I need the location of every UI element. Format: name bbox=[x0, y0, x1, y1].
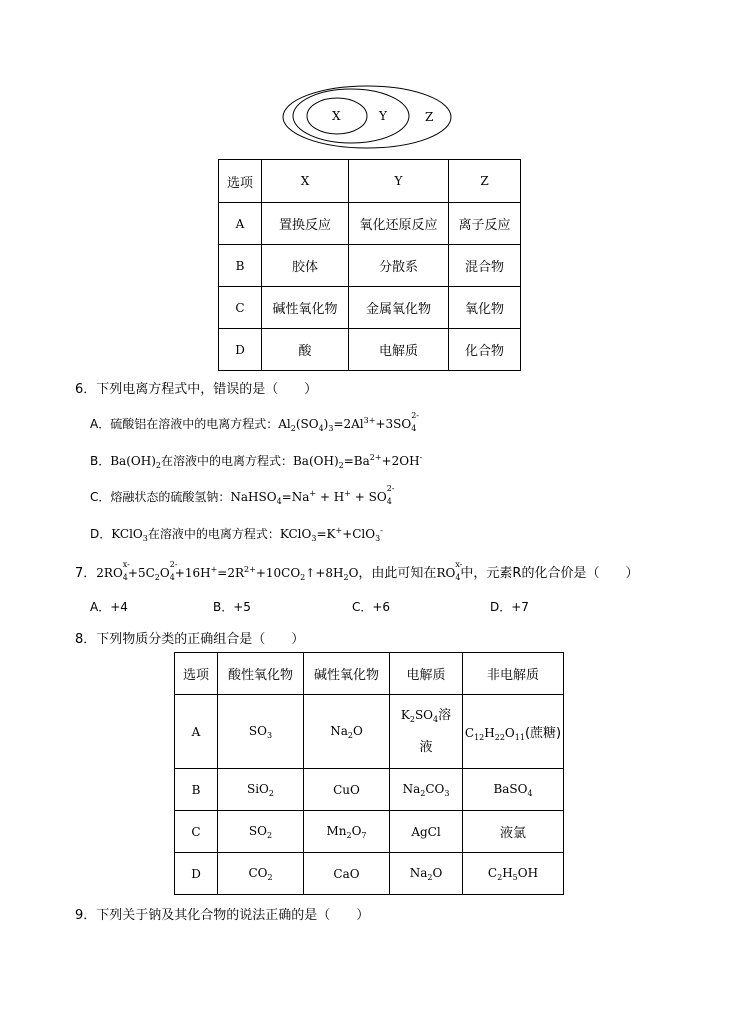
header-cell: 电解质 bbox=[390, 653, 463, 695]
table-cell: $SO_3$ bbox=[218, 695, 304, 769]
question-8-stem: 8．下列物质分类的正确组合是（ ） bbox=[75, 632, 305, 647]
row-label: A bbox=[175, 695, 218, 769]
header-cell: 选项 bbox=[219, 160, 262, 203]
table-row bbox=[175, 769, 564, 811]
label-y: Y bbox=[379, 109, 387, 123]
row-label: D bbox=[219, 329, 262, 371]
table-cell: $C_{12}H_{22}O_{11}$(蔗糖) bbox=[463, 695, 564, 769]
option-b-equation: $Ba(OH)_2=Ba^{2+}+2OH^-$ bbox=[292, 453, 423, 470]
table-cell: SiO$_2$ bbox=[218, 769, 304, 811]
q7-equation: 2RO x- $_4+5C_2O$ 2- $_4+16H^+=2R^{2+}+10CO_2↑+8H_2O$ bbox=[96, 560, 359, 582]
table-cell: CaO bbox=[304, 853, 390, 895]
q7-option-a: A．+4 bbox=[90, 600, 128, 614]
option-d-formula: KClO$_3$ bbox=[111, 527, 148, 543]
table-cell: 金属氧化物 bbox=[349, 287, 449, 329]
header-cell: Z bbox=[449, 160, 521, 203]
q7-number: 7． bbox=[75, 566, 97, 581]
table-cell: 分散系 bbox=[349, 245, 449, 287]
question-6-stem: 6．下列电离方程式中，错误的是（ ） bbox=[75, 382, 318, 397]
table-cell: $Mn_2O_7$ bbox=[304, 811, 390, 853]
label-z: Z bbox=[425, 110, 434, 124]
table-row bbox=[219, 287, 521, 329]
solution-text-2: 液 bbox=[419, 740, 433, 755]
option-b-label: B． bbox=[90, 454, 111, 468]
table-header-row bbox=[175, 653, 564, 695]
table-cell: 碱性氧化物 bbox=[262, 287, 349, 329]
option-d-equation: KClO$_3$=K++ClO$_3$- bbox=[279, 526, 383, 543]
table-cell: BaSO$_4$ bbox=[463, 769, 564, 811]
table-cell: 胶体 bbox=[262, 245, 349, 287]
table-cell: 混合物 bbox=[449, 245, 521, 287]
table-cell: $Na_2O$ bbox=[304, 695, 390, 769]
table-cell: CuO bbox=[304, 769, 390, 811]
table-row bbox=[219, 203, 521, 245]
question-7-stem bbox=[75, 562, 638, 582]
table-cell: 酸 bbox=[262, 329, 349, 371]
q7-tail: ，由此可知在 bbox=[358, 566, 437, 581]
solution-text-1: 溶 bbox=[438, 708, 452, 723]
header-cell: 选项 bbox=[175, 653, 218, 695]
table-header-row bbox=[219, 160, 521, 203]
label-x: X bbox=[332, 109, 341, 123]
table-cell: 液氯 bbox=[463, 811, 564, 853]
q6-option-a bbox=[90, 411, 419, 433]
q6-option-b bbox=[90, 452, 422, 470]
table-cell: AgCl bbox=[390, 811, 463, 853]
table-cell: 置换反应 bbox=[262, 203, 349, 245]
option-c-equation: NaHSO$_4$=Na+ + H+ + SO 2- $_4$ bbox=[230, 484, 395, 506]
table-row bbox=[219, 329, 521, 371]
q6-option-c bbox=[90, 484, 395, 506]
option-c-text: C．熔融状态的硫酸氢钠： bbox=[90, 490, 231, 504]
option-d-label: D． bbox=[90, 527, 112, 541]
ellipse-y bbox=[293, 89, 409, 143]
header-cell: Y bbox=[349, 160, 449, 203]
sugar-label: (蔗糖) bbox=[524, 725, 562, 741]
row-label: B bbox=[219, 245, 262, 287]
table-cell: 离子反应 bbox=[449, 203, 521, 245]
header-cell: 酸性氧化物 bbox=[218, 653, 304, 695]
table-row bbox=[175, 695, 564, 769]
table-cell: 氧化还原反应 bbox=[349, 203, 449, 245]
q6-option-d bbox=[90, 525, 383, 543]
table-cell: $K_2SO_4$溶 液 bbox=[390, 695, 463, 769]
q7-option-d: D．+7 bbox=[490, 600, 529, 614]
table-cell: 化合物 bbox=[449, 329, 521, 371]
row-label: B bbox=[175, 769, 218, 811]
table-row bbox=[219, 245, 521, 287]
option-a-equation: $Al_2(SO_4)_3=2Al^{3+}+3SO$ 2- $_4$ bbox=[278, 411, 419, 433]
classification-table-1 bbox=[218, 159, 521, 371]
classification-table-2 bbox=[174, 652, 564, 895]
option-b-text: 在溶液中的电离方程式： bbox=[160, 454, 293, 468]
header-cell: 碱性氧化物 bbox=[304, 653, 390, 695]
option-d-text: 在溶液中的电离方程式： bbox=[147, 527, 280, 541]
q7-option-b: B．+5 bbox=[213, 600, 251, 614]
row-label: C bbox=[175, 811, 218, 853]
row-label: C bbox=[219, 287, 262, 329]
option-b-formula: $Ba(OH)_2$ bbox=[110, 454, 161, 470]
table-cell: $Na_2O$ bbox=[390, 853, 463, 895]
table-cell: $SO_2$ bbox=[218, 811, 304, 853]
header-cell: X bbox=[262, 160, 349, 203]
venn-diagram bbox=[280, 82, 460, 152]
table-row bbox=[175, 811, 564, 853]
table-cell: 电解质 bbox=[349, 329, 449, 371]
table-cell: $C_2H_5OH$ bbox=[463, 853, 564, 895]
row-label: A bbox=[219, 203, 262, 245]
row-label: D bbox=[175, 853, 218, 895]
table-row bbox=[175, 853, 564, 895]
q7-ion: RO x- $_4$ bbox=[436, 560, 463, 582]
header-cell: 非电解质 bbox=[463, 653, 564, 695]
q7-option-c: C．+6 bbox=[352, 600, 391, 614]
question-9-stem: 9．下列关于钠及其化合物的说法正确的是（ ） bbox=[75, 908, 370, 923]
q7-tail-2: 中，元素R的化合价是（ ） bbox=[460, 566, 639, 581]
table-cell: 氧化物 bbox=[449, 287, 521, 329]
option-a-text: A．硫酸铝在溶液中的电离方程式： bbox=[90, 417, 279, 431]
table-cell: $CO_2$ bbox=[218, 853, 304, 895]
table-cell: $Na_2CO_3$ bbox=[390, 769, 463, 811]
